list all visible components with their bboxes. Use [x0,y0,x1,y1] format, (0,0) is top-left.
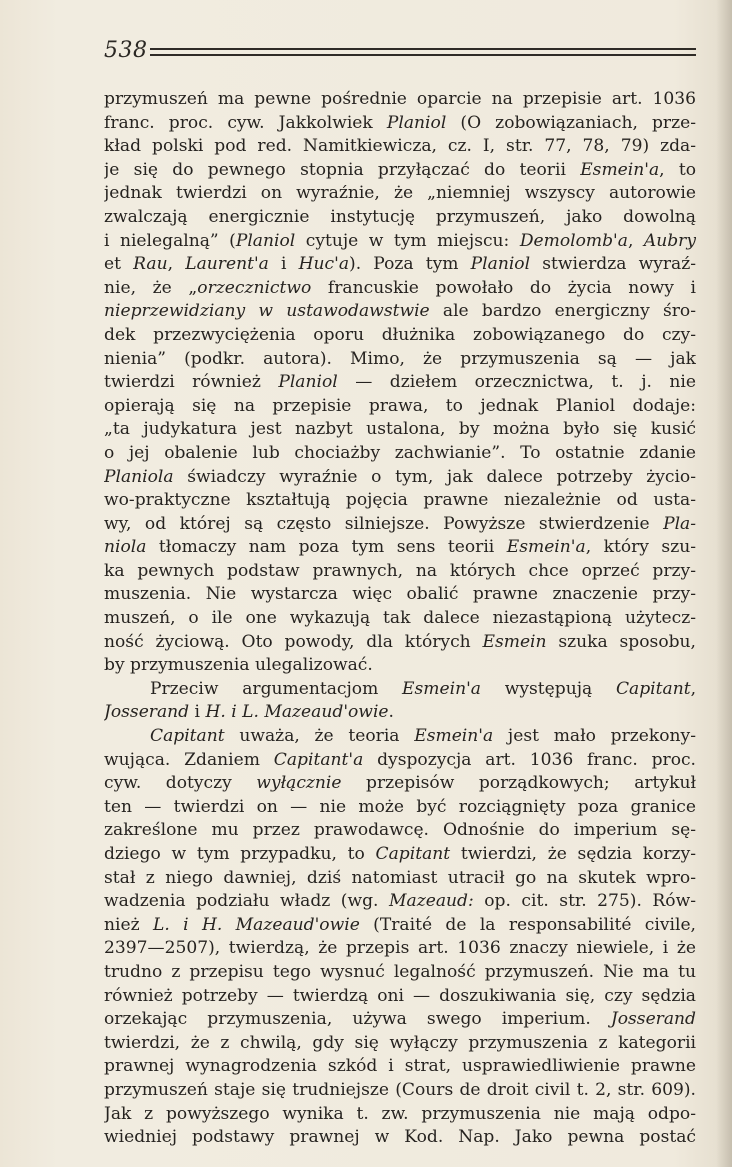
text-line: et Rau, Laurent'a i Huc'a). Poza tym Planiol stwierdza wyraź- [104,254,696,275]
text-line: franc. proc. cyw. Jakkolwiek Planiol (O zobowiązaniach, prze- [104,112,696,133]
text-line: trudno z przepisu tego wysnuć legalność przymuszeń. Nie ma tu [104,961,696,982]
text-line: niola tłomaczy nam poza tym sens teorii Esmein'a, który szu- [104,537,696,558]
text-line: zwalczają energicznie instytucję przymuszeń, jako dowolną [104,206,696,227]
text-line: opierają się na przepisie prawa, to jednak Planiol dodaje: [104,395,696,416]
text-line: Przeciw argumentacjom Esmein'a występują Capitant, [150,678,696,699]
text-line: wująca. Zdaniem Capitant'a dyspozycja art. 1036 franc. proc. [104,749,696,770]
text-line: zakreślone mu przez prawodawcę. Odnośnie do imperium sę- [104,820,696,841]
text-line: nieprzewidziany w ustawodawstwie ale bardzo energiczny śro- [104,301,696,322]
body-text [104,88,696,1150]
text-line: Capitant uważa, że teoria Esmein'a jest mało przekony- [150,726,696,747]
text-line: twierdzi również Planiol — dziełem orzecznictwa, t. j. nie [104,372,696,393]
text-line: kład polski pod red. Namitkiewicza, cz. I, str. 77, 78, 79) zda- [104,136,696,157]
text-line: by przymuszenia ulegalizować. [104,655,373,676]
header-rule [150,48,696,50]
text-line: Planiola świadczy wyraźnie o tym, jak dalece potrzeby życio- [104,466,696,487]
text-line: nienia” (podkr. autora). Mimo, że przymuszenia są — jak [104,348,696,369]
page-number: 538 [104,38,148,63]
text-line: „ta judykatura jest nazbyt ustalona, by można było się kusić [104,419,696,440]
text-line: wiedniej podstawy prawnej w Kod. Nap. Jako pewna postać [104,1127,696,1148]
text-line: ka pewnych podstaw prawnych, na których chce oprzeć przy- [104,560,696,581]
text-line: nież L. i H. Mazeaud'owie (Traité de la responsabilité civile, [104,914,696,935]
text-line: ten — twierdzi on — nie może być rozciągnięty poza granice [104,796,696,817]
text-line: o jej obalenie lub chociażby zachwianie”. To ostatnie zdanie [104,442,696,463]
running-header [104,38,696,72]
page-edge-shadow [716,0,732,1167]
text-line: jednak twierdzi on wyraźnie, że „niemniej wszyscy autorowie [104,183,696,204]
text-line: je się do pewnego stopnia przyłączać do teorii Esmein'a, to [104,159,696,180]
text-line: nie, że „orzecznictwo francuskie powołało do życia nowy i [104,277,696,298]
text-line: orzekając przymuszenia, używa swego imperium. Josserand [104,1009,696,1030]
text-line: wo-praktyczne kształtują pojęcia prawne niezależnie od usta- [104,490,696,511]
text-line: stał z niego dawniej, dziś natomiast utracił go na skutek wpro- [104,867,696,888]
text-line: twierdzi, że z chwilą, gdy się wyłączy przymuszenia z kategorii [104,1032,696,1053]
text-line: cyw. dotyczy wyłącznie przepisów porządkowych; artykuł [104,773,696,794]
text-line: muszenia. Nie wystarcza więc obalić prawne znaczenie przy- [104,584,696,605]
text-line: prawnej wynagrodzenia szkód i strat, usprawiedliwienie prawne [104,1056,696,1077]
text-line: dek przezwyciężenia oporu dłużnika zobowiązanego do czy- [104,324,696,345]
text-line: wadzenia podziału władz (wg. Mazeaud: op. cit. str. 275). Rów- [104,891,696,912]
text-line: 2397—2507), twierdzą, że przepis art. 1036 znaczy niewiele, i że [104,938,696,959]
text-line: ność życiową. Oto powody, dla których Esmein szuka sposobu, [104,631,696,652]
text-line: wy, od której są często silniejsze. Powyższe stwierdzenie Pla- [104,513,696,534]
text-line: Jak z powyższego wynika t. zw. przymuszenia nie mają odpo- [104,1103,696,1124]
text-line: przymuszeń staje się trudniejsze (Cours de droit civil t. 2, str. 609). [104,1079,696,1100]
text-line: dziego w tym przypadku, to Capitant twierdzi, że sędzia korzy- [104,844,696,864]
text-line: Josserand i H. i L. Mazeaud'owie. [104,702,394,723]
text-line: przymuszeń ma pewne pośrednie oparcie na przepisie art. 1036 [104,89,696,109]
header-rule [150,54,696,56]
text-line: muszeń, o ile one wykazują tak dalece niezastąpioną użytecz- [104,608,696,629]
text-line: również potrzeby — twierdzą oni — doszukiwania się, czy sędzia [104,985,696,1006]
text-line: i nielegalną” (Planiol cytuje w tym miejscu: Demolomb'a, Aubry [104,230,696,251]
